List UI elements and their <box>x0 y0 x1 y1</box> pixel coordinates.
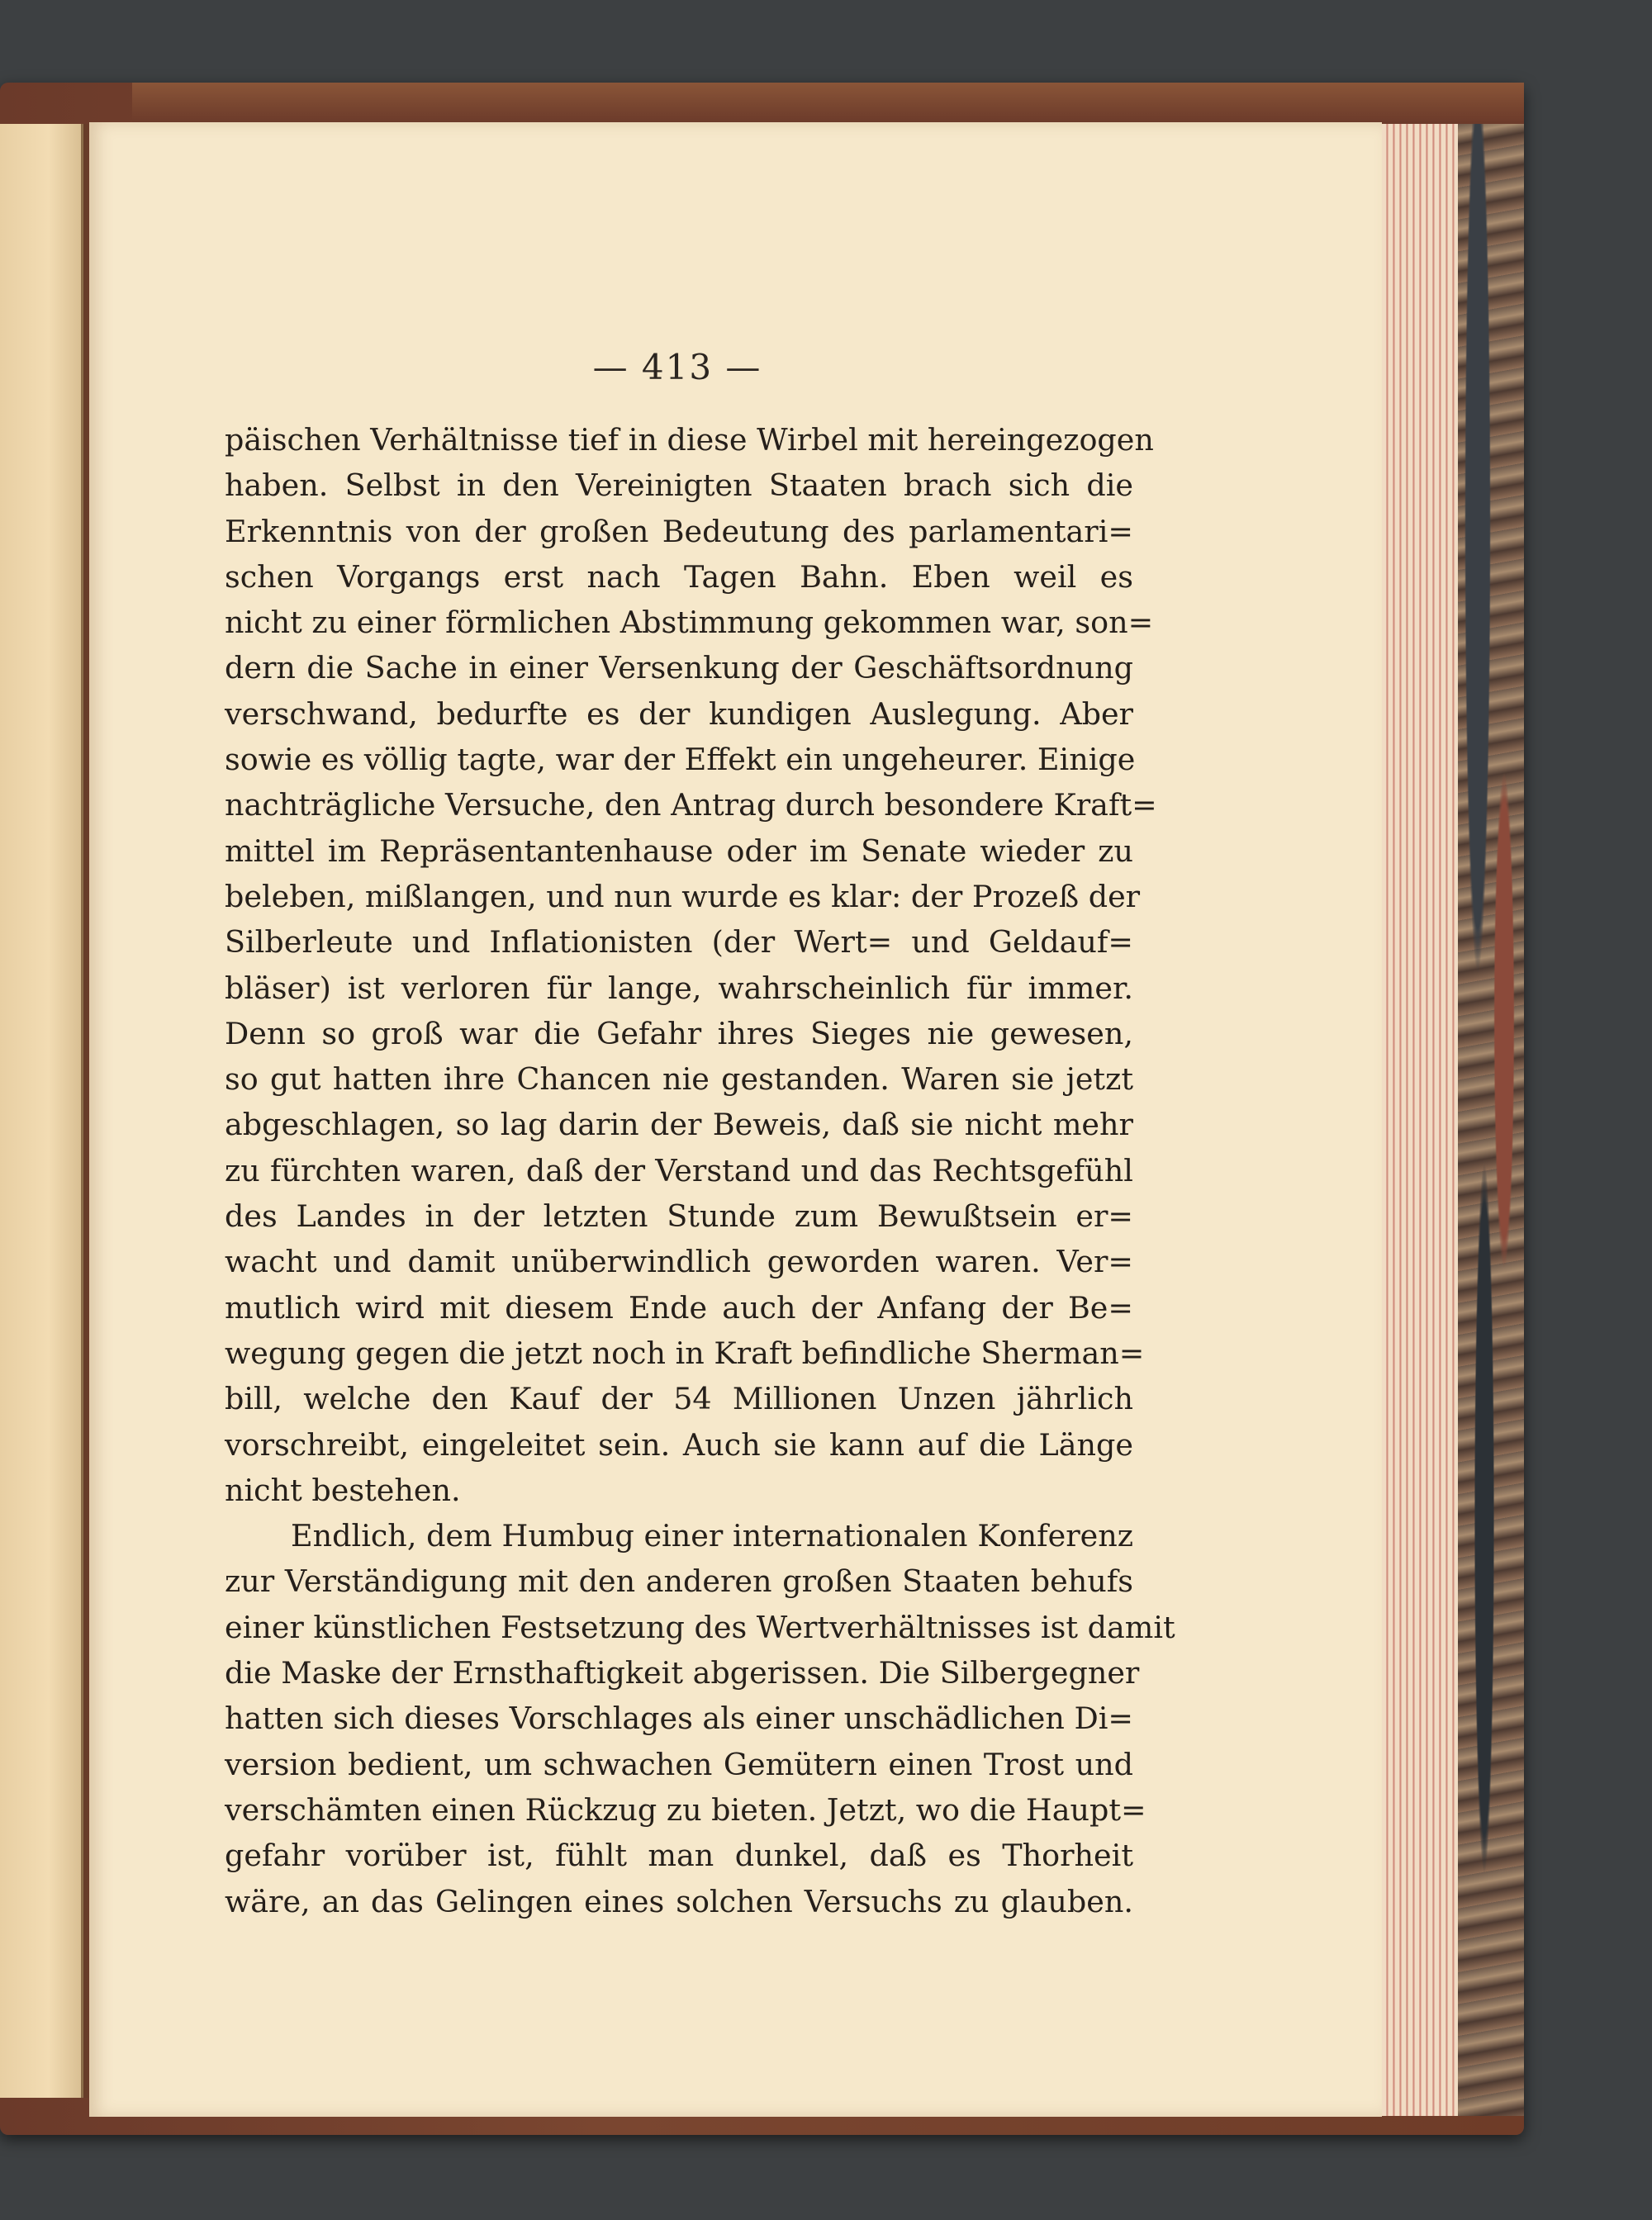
text-line: sowie es völlig tagte, war der Effekt ein ungeheurer. Einige <box>225 742 1136 778</box>
body-text <box>225 417 1175 1924</box>
text-line: bläser) ist verloren für lange, wahrscheinlich für immer. <box>225 970 1133 1006</box>
text-line: version bedient, um schwachen Gemütern einen Trost und <box>225 1746 1133 1782</box>
text-line: Denn so groß war die Gefahr ihres Sieges nie gewesen, <box>225 1015 1133 1051</box>
text-line: Erkenntnis von der großen Bedeutung des parlamentari= <box>225 513 1133 549</box>
text-line: verschwand, bedurfte es der kundigen Auslegung. Aber <box>225 695 1133 732</box>
page-stack-edges <box>1382 124 1458 2116</box>
text-line: päischen Verhältnisse tief in diese Wirbel mit hereingezogen <box>225 422 1154 458</box>
text-line: dern die Sache in einer Versenkung der Geschäftsordnung <box>225 650 1133 686</box>
text-line: so gut hatten ihre Chancen nie gestanden. Waren sie jetzt <box>225 1061 1133 1098</box>
text-line: beleben, mißlangen, und nun wurde es klar: der Prozeß der <box>225 878 1141 914</box>
text-line: des Landes in der letzten Stunde zum Bewußtsein er= <box>225 1198 1133 1235</box>
text-line: wegung gegen die jetzt noch in Kraft befindliche Sherman= <box>225 1335 1145 1371</box>
text-line: wacht und damit unüberwindlich geworden waren. Ver= <box>225 1244 1133 1280</box>
text-line: Endlich, dem Humbug einer internationalen Konferenz <box>291 1518 1133 1554</box>
text-line: einer künstlichen Festsetzung des Wertverhältnisses ist damit <box>225 1609 1175 1645</box>
text-line: mittel im Repräsentantenhause oder im Senate wieder zu <box>225 832 1133 869</box>
marbled-endpaper <box>1458 124 1524 2116</box>
text-line: vorschreibt, eingeleitet sein. Auch sie kann auf die Länge <box>225 1426 1133 1463</box>
previous-page-edge <box>0 124 83 2098</box>
text-line: Silberleute und Inflationisten (der Wert= und Geldauf= <box>225 924 1133 961</box>
text-line: zu fürchten waren, daß der Verstand und das Rechtsgefühl <box>225 1152 1133 1188</box>
page-number: — 413 — <box>592 347 762 387</box>
book-cover-top-edge <box>132 83 1524 124</box>
text-line: nicht zu einer förmlichen Abstimmung gekommen war, son= <box>225 605 1154 641</box>
text-line: abgeschlagen, so lag darin der Beweis, daß sie nicht mehr <box>225 1107 1133 1143</box>
text-line: wäre, an das Gelingen eines solchen Versuchs zu glauben. <box>225 1883 1133 1919</box>
text-line: bill, welche den Kauf der 54 Millionen Unzen jährlich <box>225 1381 1133 1417</box>
text-line: zur Verständigung mit den anderen großen Staaten behufs <box>225 1563 1133 1600</box>
text-line: die Maske der Ernsthaftigkeit abgerissen. Die Silbergegner <box>225 1655 1140 1691</box>
text-line: gefahr vorüber ist, fühlt man dunkel, daß es Thorheit <box>225 1838 1133 1874</box>
text-line: verschämten einen Rückzug zu bieten. Jetzt, wo die Haupt= <box>225 1791 1146 1828</box>
text-line: schen Vorgangs erst nach Tagen Bahn. Eben weil es <box>225 558 1133 595</box>
text-line: hatten sich dieses Vorschlages als einer unschädlichen Di= <box>225 1701 1133 1737</box>
text-line: mutlich wird mit diesem Ende auch der Anfang der Be= <box>225 1289 1133 1326</box>
text-line: nicht bestehen. <box>225 1472 461 1508</box>
text-line: nachträgliche Versuche, den Antrag durch besondere Kraft= <box>225 787 1157 823</box>
text-line: haben. Selbst in den Vereinigten Staaten brach sich die <box>225 467 1133 504</box>
